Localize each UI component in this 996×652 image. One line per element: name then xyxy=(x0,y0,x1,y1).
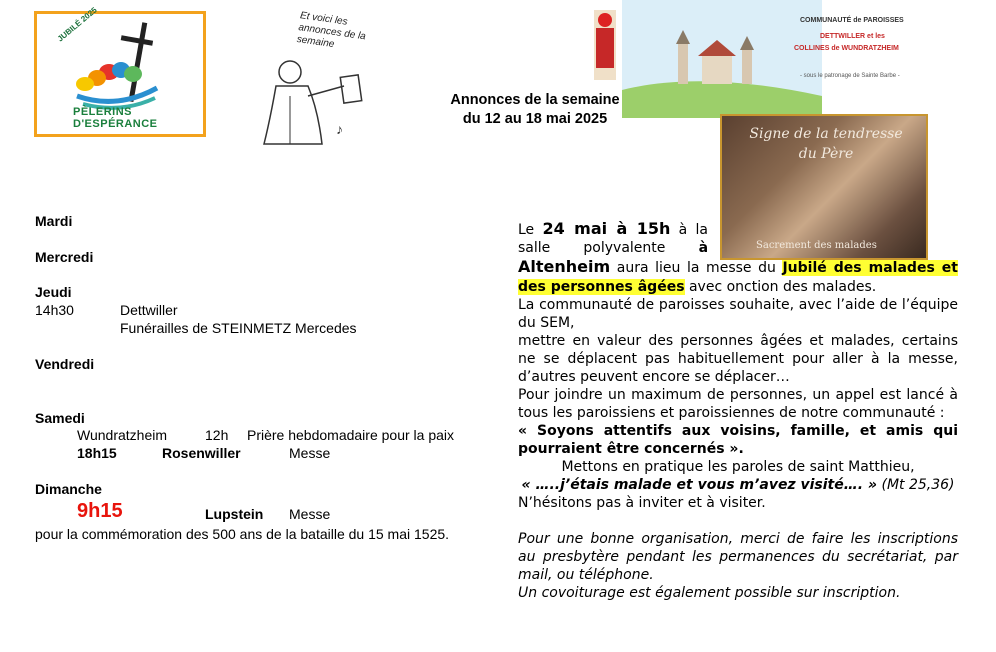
article-paragraph-4: Pour joindre un maximum de personnes, un appel est lancé à tous les paroissiens et paroissiennes de notre communauté : xyxy=(518,387,958,421)
jubilee-highlight-1: Jubilé des malades et xyxy=(782,260,958,276)
speech-bubble-text: Et voici les annonces de la semaine xyxy=(296,10,367,51)
day-mardi: Mardi xyxy=(35,213,73,229)
registration-note: Pour une bonne organisation, merci de faire les inscriptions au presbytère pendant les permanences du secrétariat, par mail, ou téléphone. xyxy=(518,531,958,583)
samedi-time-2: 18h15 xyxy=(77,445,117,461)
dimanche-event: Messe xyxy=(289,506,331,522)
samedi-place-2: Rosenwiller xyxy=(162,445,241,461)
article-paragraph-6: Mettons en pratique les paroles de saint Matthieu, xyxy=(561,459,915,475)
samedi-event-2: Messe xyxy=(289,445,331,461)
jeudi-event: Funérailles de STEINMETZ Mercedes xyxy=(120,320,357,336)
photo-caption-top: Signe de la tendresse xyxy=(749,126,903,142)
gospel-quote: « …..j’étais malade et vous m’avez visité…. » (Mt 25,36) xyxy=(521,477,955,493)
jubilee-highlight-2: des personnes âgées xyxy=(518,279,685,295)
day-dimanche: Dimanche xyxy=(35,481,102,497)
page-subtitle: du 12 au 18 mai 2025 xyxy=(462,111,608,127)
samedi-place-1: Wundratzheim xyxy=(77,427,168,443)
parish-line-3: COLLINES de WUNDRATZHEIM xyxy=(794,45,899,52)
parish-line-1: COMMUNAUTÉ de PAROISSES xyxy=(800,17,904,24)
event-place: Altenheim xyxy=(518,257,611,276)
samedi-time-1: 12h xyxy=(205,427,229,443)
day-jeudi: Jeudi xyxy=(35,284,72,300)
jubilee-year: JUBILÉ 2025 xyxy=(55,5,99,44)
article-line-2: salle polyvalente à xyxy=(518,240,709,256)
parish-line-4: - sous le patronage de Sainte Barbe - xyxy=(800,73,900,79)
dimanche-time: 9h15 xyxy=(77,500,123,522)
article-line-1: Le 24 mai à 15h à la xyxy=(518,219,709,238)
photo-caption-top-2: du Père xyxy=(798,146,854,162)
weekly-schedule xyxy=(35,0,475,652)
page-title: Annonces de la semaine xyxy=(450,92,620,108)
parish-line-2: DETTWILLER et les xyxy=(820,33,885,40)
article-paragraph-8: N’hésitons pas à inviter et à visiter. xyxy=(518,495,766,511)
jubilee-article xyxy=(518,220,958,602)
event-date: 24 mai à 15h xyxy=(542,219,671,238)
photo-caption-bottom: Sacrement des malades xyxy=(756,240,877,251)
article-paragraph-2: La communauté de paroisses souhaite, avec l’aide de l’équipe du SEM, xyxy=(518,297,958,331)
day-mercredi: Mercredi xyxy=(35,249,94,265)
carpool-note: Un covoiturage est également possible sur inscription. xyxy=(518,585,901,601)
dimanche-note: pour la commémoration des 500 ans de la bataille du 15 mai 1525. xyxy=(35,526,450,542)
jubilee-motto: PÈLERINS D'ESPÉRANCE xyxy=(73,106,158,130)
samedi-event-1: Prière hebdomadaire pour la paix xyxy=(247,427,455,443)
article-line-4: des personnes âgées avec onction des malades. xyxy=(518,279,877,295)
article-appeal: « Soyons attentifs aux voisins, famille, et amis qui pourraient être concernés ». xyxy=(518,423,958,457)
jeudi-place: Dettwiller xyxy=(120,302,178,318)
svg-text:♪: ♪ xyxy=(336,121,343,137)
day-samedi: Samedi xyxy=(35,410,85,426)
article-line-3: Altenheim aura lieu la messe du Jubilé des malades et xyxy=(518,257,958,276)
article-paragraph-3: mettre en valeur des personnes âgées et malades, certains ne se déplacent pas habituellement pour aller à la messe, d’autres peuvent encore se déplacer… xyxy=(518,333,958,385)
jeudi-time: 14h30 xyxy=(35,302,74,318)
day-vendredi: Vendredi xyxy=(35,356,95,372)
dimanche-place: Lupstein xyxy=(205,506,264,522)
